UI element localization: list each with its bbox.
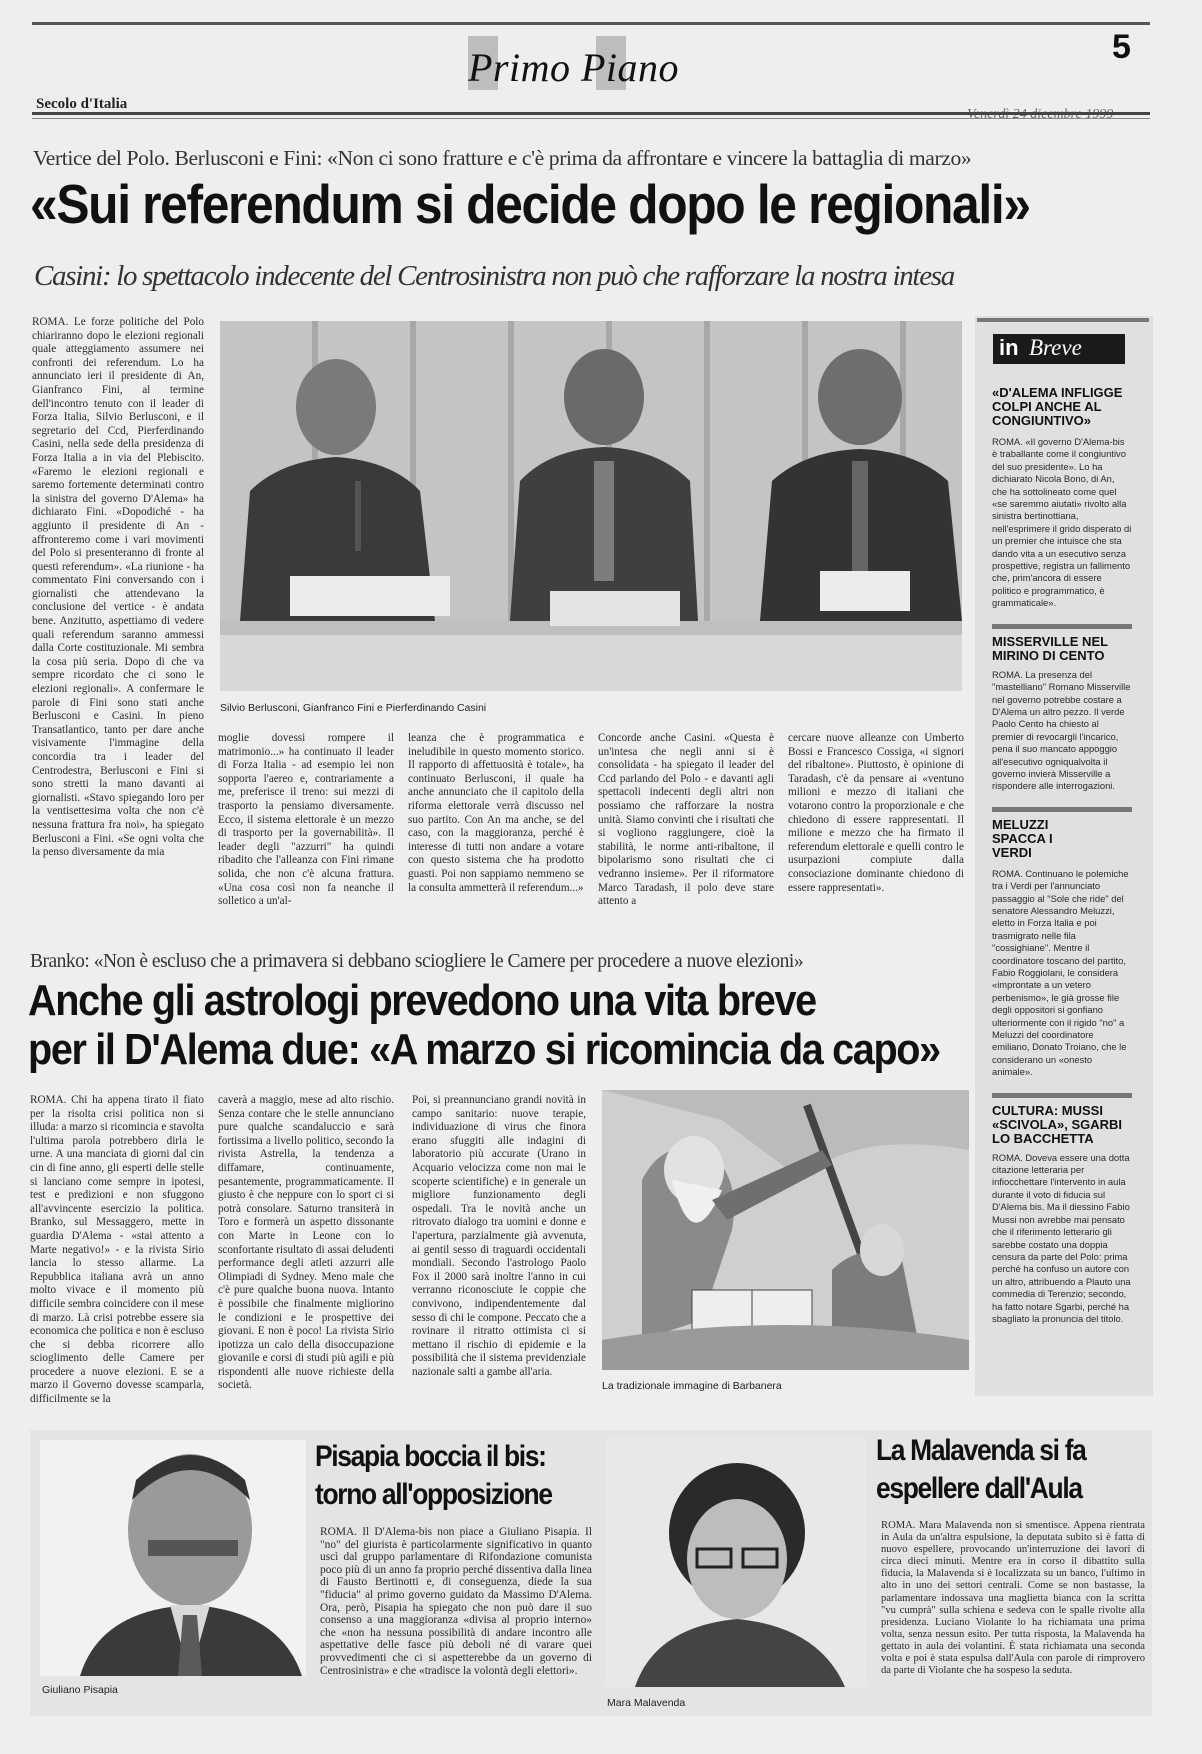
- brief-headline: «D'ALEMA INFLIGGE COLPI ANCHE AL CONGIUNTIVO»: [992, 385, 1123, 428]
- pisapia-caption: Giuliano Pisapia: [42, 1684, 118, 1696]
- second-headline-line2: per il D'Alema due: «A marzo si ricomincia da capo»: [28, 1025, 940, 1074]
- brief-separator: [992, 1093, 1132, 1098]
- briefs-logo-word: Breve: [1029, 335, 1082, 360]
- barbanera-caption: La tradizionale immagine di Barbanera: [602, 1380, 782, 1392]
- pisapia-headline-box: [315, 1438, 595, 1518]
- masthead-rule-2: [32, 118, 1150, 119]
- briefs-top-rule: [977, 318, 1149, 322]
- second-headline-line1: Anche gli astrologi prevedono una vita breve: [28, 976, 816, 1025]
- page-number: 5: [1112, 28, 1131, 66]
- lead-column-4: Concorde anche Casini. «Questa è un'intesa che negli anni si è consolidata - ha spiegato il leader del Ccd parlando del Polo - e davanti agli spettacoli indecenti degli altri non possiamo che rafforzare la nostra unità. Siamo convinti che i risultati che si vogliono raggiungere, cioè la stabilità, le norme anti-ribaltone, il bipolarismo sono risultati che ci vedranno insieme». Per il riformatore Marco Taradash, il polo deve stare attento a: [598, 732, 774, 908]
- lead-column-1: ROMA. Le forze politiche del Polo chiariranno dopo le elezioni regionali quale atteggiamento assumere nei confronti dei referendum. Lo ha annunciato ieri il presidente di An, Gianfranco Fini, al termine dell'incontro tenuto con il leader di Forza Italia, Silvio Berlusconi, e il segretario del Ccd, Pierferdinando Casini, nella sede della presidenza di Forza Italia a in via del Plebiscito. «Faremo le elezioni regionali e saremo fortemente determinati contro la sinistra del governo D'Alema» ha dichiarato Fini. «Dopodiché - ha aggiunto il presidente di An - affronteremo come i vari movimenti del Polo si presenteranno di fronte al questi referendum». «La riunione - ha commentato Fini conversando con i giornalisti che attendevano la conclusione del vertice - è andata bene. Anzitutto, aspettiamo di vedere quali referendum saranno ammessi dalla Corte costituzionale. Mi sembra la cosa più seria. Dopo di che va sempre ricordato che ci sono le elezioni regionali». A confermare le parole di Fini sono stati anche Berlusconi e Casini. In pieno Transatlantico, tanto per dare anche visivamente l'immagine della concordia tra i leader del Centrodestra, Berlusconi e Fini si sono stretti la mano davanti ai giornalisti. «Stavo spiegando loro per la ventisettesima volta che non c'è nessuna frattura fra noi», ha spiegato Berlusconi a Fini. «Se ogni volta che la penso diversamente da mia: [32, 316, 204, 859]
- paper-name: Secolo d'Italia: [36, 96, 128, 112]
- masthead-date: [967, 107, 1113, 123]
- briefs-logo: [993, 334, 1125, 364]
- briefs-sidebar: [975, 316, 1153, 1396]
- second-column-3: Poi, si preannunciano grandi novità in campo sanitario: nuove terapie, individuazione di virus che finora erano sfuggiti alle indagini di laboratorio più accurate (Urano in Acquario velocizza come non mai le scoperte scientifiche) e in generale un migliore funzionamento degli ospedali. Tra le novità anche un ritrovato dialogo tra uomini e donne e l'apertura, parzialmente già avvenuta, ai gentil sesso di traguardi occidentali mondiali. Secondo l'astrologo Paolo Fox il 2000 sarà inoltre l'anno in cui verranno riconosciute le coppie che convivono, indipendentemente dal sesso di chi le compone. Peccato che a rovinare il ritratto ottimista ci si mettano il rischio di epidemie e la possibilità che il sistema previdenziale nazionale salti a gambe all'aria.: [412, 1094, 586, 1378]
- second-column-2: caverà a maggio, mese ad alto rischio. Senza contare che le stelle annunciano pure qualche scandaluccio e sarà fortissima a livello politico, secondo la rivista Astrella, la tendenza a diffamare, continuamente, pesantemente, programmaticamente. Il giusto è che neppure con lo sport ci si potrà consolare. Saturno transiterà in Toro e formerà un aspetto dissonante con Marte in Leone con lo sconfortante risultato di assai deludenti performance degli atleti azzurri alle Olimpiadi di Sydney. Meno male che c'è pure qualche buona nuova. Intanto è possibile che finalmente migliorino le condizioni e le prospettive dei giovani. E non è poco! La rivista Sirio ipotizza un calo della disoccupazione giovanile e corsi di studi più agili e più rispondenti alle nuove richieste della società.: [218, 1094, 394, 1392]
- brief-headline: MELUZZI SPACCA I VERDI: [992, 816, 1053, 860]
- brief-headline: MISSERVILLE NEL MIRINO DI CENTO: [992, 633, 1108, 663]
- brief-body: ROMA. La presenza del "mastelliano" Romano Misserville nel governo potrebbe costare a D'Alema un altro pezzo. Il verde Paolo Cento ha chiesto al premier di revocargli l'incarico, pena il suo mancato appoggio all'esecutivo ogniqualvolta il governo invierà Misserville a rispondere alle interrogazioni.: [992, 668, 1131, 792]
- brief-body: ROMA. Doveva essere una dotta citazione letteraria per infiocchettare l'intervento in aula durante il voto di fiducia sul D'Alema bis. Ma il diessino Fabio Mussi non avrebbe mai pensato che il riferimento letterario gli sarebbe costato una doppia censura da parte del Polo: prima perché ha confuso un autore con un altro, attribuendo a Plauto una commedia di Terenzio; secondo, ha fatto notare Sgarbi, perché ha sbagliato la pronuncia del titolo.: [992, 1151, 1131, 1324]
- lead-headline: «Sui referendum si decide dopo le regionali»: [30, 173, 1030, 235]
- briefs-list: [992, 386, 1132, 1325]
- pisapia-headline: Pisapia boccia il bis: torno all'opposizione: [315, 1440, 552, 1511]
- pisapia-photo: [40, 1440, 306, 1676]
- lead-photo-caption: Silvio Berlusconi, Gianfranco Fini e Pierferdinando Casini: [220, 702, 487, 714]
- lead-column-5: cercare nuove alleanze con Umberto Bossi e Francesco Cossiga, «i signori del ribaltone». Piuttosto, è opinione di Taradash, c'è da pensare ai «ventuno milioni e mezzo di italiani che votarono contro la proporzionale e che chiedono di essere rappresentati. Il milione e mezzo che ha firmato il referendum elettorale e quelli contro le usurpazioni compiute dalla consociazione dominante chiedono di essere rappresentati».: [788, 732, 964, 894]
- brief-item: [992, 818, 1132, 1079]
- malavenda-image: [605, 1437, 867, 1687]
- brief-separator: [992, 807, 1132, 812]
- second-kicker: Branko: «Non è escluso che a primavera si debbano sciogliere le Camere per procedere a nuove elezioni»: [30, 951, 804, 972]
- brief-item: [992, 635, 1132, 793]
- brief-body: ROMA. Continuano le polemiche tra i Verdi per l'annunciato passaggio al "Sole che ride" del senatore Alessandro Meluzzi, eletto in Forza Italia e poi trasmigrato nelle fila "cossighiane". Mentre il coordinatore toscano del partito, Fabio Roggiolani, le considera «improntate a un vetero perbenismo», le già grosse file degli oppositori si gonfiano ulteriormente con il rigido "no" a Meluzzi del coordinatore emiliano, Donato Troiano, che le considerano un «onesto animale».: [992, 867, 1129, 1078]
- brief-item: [992, 1104, 1132, 1326]
- pisapia-body: ROMA. Il D'Alema-bis non piace a Giuliano Pisapia. Il "no" del giurista è particolarmente significativo in quanto uscì dal gruppo parlamentare di Rifondazione comunista poco più di un anno fa proprio perché dissentiva dalla linea di Fausto Bertinotti e, di conseguenza, diede la sua "fiducia" al primo governo guidato da Massimo D'Alema. Ora, però, Pisapia ha spiegato che non può dare il suo consenso a una maggioranza «divisa al proprio interno» che «non ha nessuna possibilità di andare incontro alle aspettative delle fasce più deboli né di varare quei provvedimenti che ci si aspetterebbe da un governo di Centrosinistra» e che «tradisce la volontà degli elettori».: [320, 1526, 592, 1677]
- brief-separator: [992, 624, 1132, 629]
- briefs-logo-prefix: in: [999, 335, 1019, 360]
- top-rule: [32, 22, 1150, 25]
- brief-item: [992, 386, 1132, 610]
- malavenda-photo: [605, 1437, 867, 1687]
- section-title: [468, 30, 768, 94]
- malavenda-caption: Mara Malavenda: [607, 1697, 686, 1709]
- section-title-text: Primo Piano: [468, 45, 680, 90]
- lead-photo: [220, 321, 962, 691]
- barbanera-photo: [602, 1090, 969, 1370]
- lead-column-3: leanza che è programmatica e ineludibile in questo momento storico. Il rapporto di affettuosità è totale», ha continuato Berlusconi, il quale ha anche annunciato che il capitolo della riforma elettorale verrà discusso nel suo partito. Con An ma anche, se del caso, con la maggioranza, perché è interesse di tutti non andare a votare con questo sistema che ha prodotto guasti. Poi non sappiamo nemmeno se la consulta ammetterà il referendum...»: [408, 732, 584, 894]
- lead-kicker: Vertice del Polo. Berlusconi e Fini: «Non ci sono fratture e c'è prima da affrontare e vincere la battaglia di marzo»: [33, 146, 972, 170]
- lead-photo-image: [220, 321, 962, 691]
- malavenda-headline-box: [876, 1432, 1150, 1510]
- pisapia-image: [40, 1440, 306, 1676]
- masthead-rule: [32, 112, 1150, 115]
- lead-column-2: moglie dovessi rompere il matrimonio...» ha continuato il leader di Forza Italia - ad esempio lei non sopporta l'aereo e, contrariamente a me, preferisce il treno: sui mezzi di trasporto la pensiamo diversamente. Ecco, il sistema elettorale è un mezzo di trasporto per la governabilità». Il leader degli "azzurri" ha quindi ribadito che l'alleanza con Fini rimane solida, che non c'è alcuna frattura. «Una cosa così non fa neanche il solletico a un'al-: [218, 732, 394, 908]
- malavenda-body: ROMA. Mara Malavenda non si smentisce. Appena rientrata in Aula da un'altra espulsione, la deputata subito si è fatta di nuovo espellere, provocando un'interruzione dei lavori di circa dieci minuti. Mentre era in corso il dibattito sulla fiducia, la Malavenda si è localizzata su un banco, l'ultimo in alto in uno dei settori centrali. Come se non bastasse, la parlamentare indossava una maglietta bianca con la scritta "vu cumprà" sulla schiena e sedeva con le spalle rivolte alla presidenza. Luciano Violante lo ha richiamata una prima volta, senza nessun esito. Per tutta risposta, la Malavenda ha gettato in aula dei volantini. È stata richiamata una seconda volta e poi è stata espulsa dall'Aula con parole di rimprovero da parte di Violante che ha sospeso la seduta.: [881, 1520, 1145, 1677]
- second-column-1: ROMA. Chi ha appena tirato il fiato per la risolta crisi politica non si illuda: a marzo si ricomincia e stavolta l'ultima parola potrebbero dirla le urne. A una manciata di giorni dal cin cin di fine anno, gli esperti delle stelle si lanciano come sempre in ipotesi, test e predizioni e non sfuggono all'avvincente esercizio la politica. Branko, sul Messaggero, mette in guardia D'Alema - «stai attento a Marte negativo!» - e la rivista Sirio lancia lo stesso allarme. La Repubblica italiana avrà un anno molto vivace e il momento più difficile sembra coincidere con il mese di marzo. Là crisi potrebbe essere sia economica che politica e non è escluso che si debba ricorrere allo scioglimento delle Camere per procedere a nuove elezioni. E se a marzo il Governo dovesse scamparla, difficilmente se la: [30, 1094, 204, 1406]
- malavenda-headline: La Malavenda si fa espellere dall'Aula: [876, 1434, 1086, 1505]
- brief-body: ROMA. «Il governo D'Alema-bis è traballante come il congiuntivo del suo presidente». Lo ha dichiarato Nicola Bono, di An, che ha sottolineato come quel «se saremmo aiutati» rivolto alla sinistra bertinottiana, nell'esprimere il grido disperato di un premier che intuisce che sta dando vita a un esecutivo senza prospettive, registra un fallimento che, prim'ancora di essere politico e programmatico, è grammaticale».: [992, 436, 1132, 609]
- brief-headline: CULTURA: MUSSI «SCIVOLA», SGARBI LO BACCHETTA: [992, 1102, 1123, 1146]
- lead-subhead: Casini: lo spettacolo indecente del Centrosinistra non può che rafforzare la nostra intesa: [34, 260, 954, 292]
- barbanera-image: [602, 1090, 969, 1370]
